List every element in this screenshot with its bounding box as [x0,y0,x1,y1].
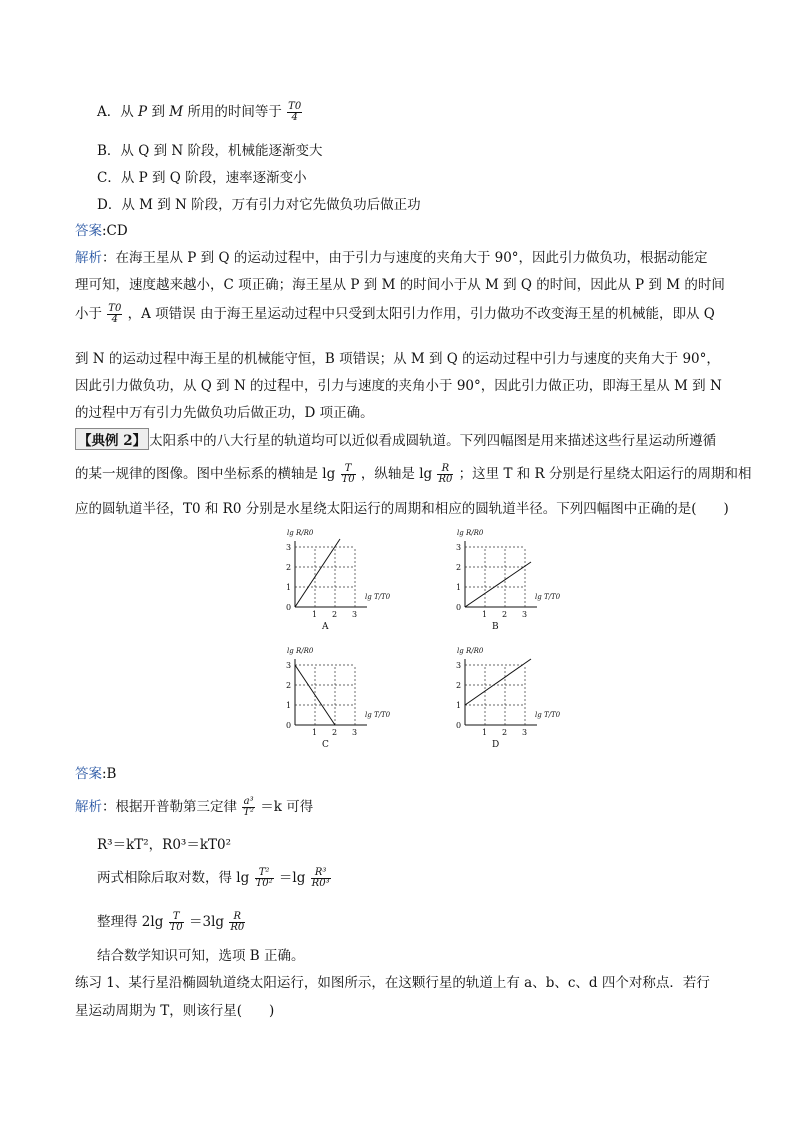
fraction: $\frac{\text{R³}}{\text{R0³}}$ [311,867,330,889]
example-2-line-3: 应的圆轨道半径，T0 和 R0 分别是水星绕太阳运行的周期和相应的圆轨道半径。下列四幅图中正确的是( ) [75,501,729,517]
x-axis-label: lg T/T0 [535,711,561,719]
x-tick-label: 1 [482,728,488,737]
analysis-2-line-2: R³＝kT²，R0³＝kT0² [97,837,232,853]
example-badge: 【典例 2】 [75,428,149,450]
x-tick-label: 3 [352,610,358,619]
x-tick-label: 1 [312,610,318,619]
x-axis-label: lg T/T0 [535,593,561,601]
y-tick-label: 3 [456,661,462,670]
y-tick-label: 0 [286,721,292,730]
x-tick-label: 1 [482,610,488,619]
analysis-1-line-3: 小于 $\frac{T0}{4}$ ，A 项错误 由于海王星运动过程中只受到太阳引力作用，引力做功不改变海王星的机械能，即从 Q [75,303,715,325]
y-tick-label: 1 [286,583,292,592]
example-2-line-2: 的某一规律的图像。图中坐标系的横轴是 lg $\frac{T}{T0}$ ，纵轴是 lg $\frac{R}{R0}$ ；这里 T 和 R 分别是行星绕太阳运行的周期和相 [75,463,752,485]
y-axis-label: lg R/R0 [457,647,484,655]
x-tick-label: 2 [502,610,508,619]
option-b: B．从 Q 到 N 阶段，机械能逐渐变大 [97,143,323,159]
practice-1-line-2: 星运动周期为 T，则该行星( ) [75,1003,275,1019]
panel-label: A [322,622,329,632]
fraction: $\frac{\text{T²}}{\text{T0²}}$ [255,867,273,889]
y-tick-label: 0 [286,603,292,612]
y-tick-label: 3 [456,543,462,552]
y-tick-label: 1 [456,583,462,592]
option-d: D．从 M 到 N 阶段，万有引力对它先做负功后做正功 [97,197,421,213]
analysis-2-line-5: 结合数学知识可知，选项 B 正确。 [97,948,305,964]
panel-label: B [492,622,499,632]
x-tick-label: 1 [312,728,318,737]
analysis-1-line-4: 到 N 的运动过程中海王星的机械能守恒，B 项错误；从 M 到 Q 的运动过程中引力与速度的夹角大于 90°， [75,351,720,367]
y-tick-label: 1 [456,701,462,710]
fraction: $\frac{R}{R0}$ [438,463,453,485]
x-tick-label: 2 [502,728,508,737]
analysis-2-line-3: 两式相除后取对数，得 lg $\frac{\text{T²}}{\text{T0²}}$ ＝lg $\frac{\text{R³}}{\text{R0³}}$ [97,867,330,889]
y-tick-label: 3 [286,543,292,552]
y-tick-label: 1 [286,701,292,710]
analysis-1-line-6: 的过程中万有引力先做负功后做正功，D 项正确。 [75,405,374,421]
x-tick-label: 2 [332,610,338,619]
data-line [465,562,531,607]
fraction: $\frac{T}{T0}$ [341,463,355,485]
y-tick-label: 2 [286,681,292,690]
y-tick-label: 2 [456,681,462,690]
fraction: $\frac{T0}{4}$ [288,101,302,123]
y-tick-label: 0 [456,721,462,730]
fraction: $\frac{\text{a³}}{\text{T²}}$ [243,796,254,818]
example-2-line-1: 【典例 2】 太阳系中的八大行星的轨道均可以近似看成圆轨道。下列四幅图是用来描述这些行星运动所遵循 [75,428,716,450]
x-axis-label: lg T/T0 [365,711,391,719]
option-a: A．从 P 到 M 所用的时间等于 $\frac{T0}{4}$ [97,101,302,123]
y-tick-label: 0 [456,603,462,612]
x-tick-label: 2 [332,728,338,737]
analysis-1-line-5: 因此引力做负功，从 Q 到 N 的过程中，引力与速度的夹角小于 90°，因此引力做正功，即海王星从 M 到 N [75,378,722,394]
analysis-1-line-2: 理可知，速度越来越小，C 项正确；海王星从 P 到 M 的时间小于从 M 到 Q 的时间，因此从 P 到 M 的时间 [75,277,725,293]
fraction: $\frac{T}{T0}$ [169,911,183,933]
y-axis-label: lg R/R0 [457,529,484,537]
data-line [465,659,531,705]
y-tick-label: 2 [456,563,462,572]
practice-1-line-1: 练习 1、某行星沿椭圆轨道绕太阳运行，如图所示，在这颗行星的轨道上有 a、b、c、d 四个对称点．若行 [75,975,710,991]
answer-2: 答案:B [75,766,117,782]
y-axis-label: lg R/R0 [287,647,314,655]
data-line [295,539,340,607]
x-axis-label: lg T/T0 [365,593,391,601]
option-c: C．从 P 到 Q 阶段，速率逐渐变小 [97,170,307,186]
x-tick-label: 3 [352,728,358,737]
x-tick-label: 3 [522,728,528,737]
graph-panels [275,525,561,755]
graphs-figure [275,525,561,755]
fraction: $\frac{T0}{4}$ [108,303,122,325]
analysis-2-line-4: 整理得 2lg $\frac{T}{T0}$ ＝3lg $\frac{R}{R0}$ [97,911,245,933]
fraction: $\frac{R}{R0}$ [230,911,245,933]
y-axis-label: lg R/R0 [287,529,314,537]
answer-1: 答案:CD [75,223,128,239]
panel-label: C [322,740,329,750]
y-tick-label: 3 [286,661,292,670]
x-tick-label: 3 [522,610,528,619]
y-tick-label: 2 [286,563,292,572]
analysis-2-line-1: 解析：根据开普勒第三定律 $\frac{\text{a³}}{\text{T²}}$ ＝k 可得 [75,796,314,818]
panel-label: D [492,740,500,750]
analysis-1-line-1: 解析：在海王星从 P 到 Q 的运动过程中，由于引力与速度的夹角大于 90°，因此引力做负功，根据动能定 [75,250,708,266]
